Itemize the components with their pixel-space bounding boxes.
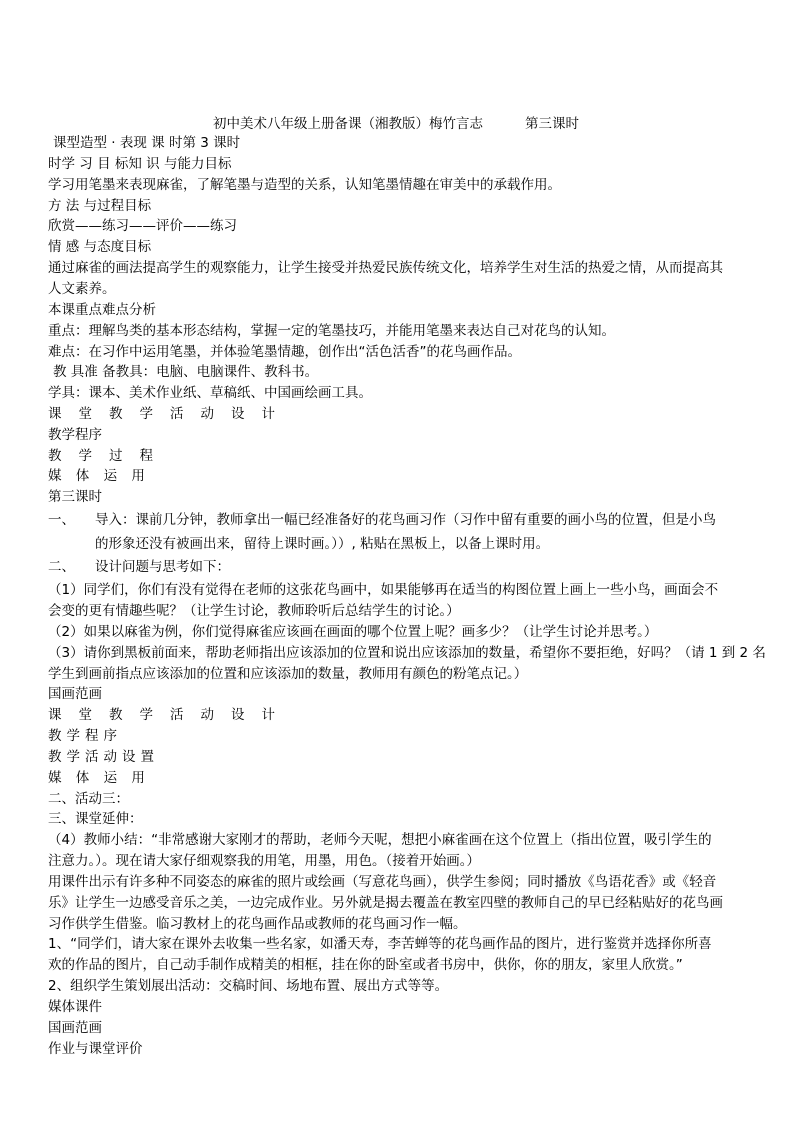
step-two-text: 设计问题与思考如下： [95, 559, 230, 575]
teaching-procedure-label-2: 教学程序 [48, 728, 122, 744]
homework-1-line-1: 1、“同学们，请大家在课外去收集一些名家，如潘天寿，李苦蝉等的花鸟画作品的图片，进行鉴赏并选择你所喜 [48, 936, 712, 952]
question-3-line-1: （3）请你到黑板前面来，帮助老师指出应该添加的位置和说出应该添加的数量，希望你不要拒绝，好吗？（请 1 到 2 名 [48, 645, 766, 661]
step-one-text-2: 的形象还没有被画出来，留待上课时画。））, 粘贴在黑板上，以备上课时用。 [95, 536, 550, 552]
key-point: 重点：理解鸟类的基本形态结构，掌握一定的笔墨技巧，并能用笔墨来表达自己对花鸟的认知。 [48, 323, 615, 339]
summary-line-1: （4）教师小结：“非常感谢大家刚才的帮助，老师今天呢，想把小麻雀画在这个位置上（指出位置，吸引学生的 [48, 832, 712, 848]
teaching-procedure-label: 教学程序 [48, 427, 102, 443]
student-tools: 学具：课本、美术作业纸、草稿纸、中国画绘画工具。 [48, 385, 372, 401]
homework-evaluation-label: 作业与课堂评价 [48, 1041, 143, 1057]
document-title [213, 116, 579, 132]
media-courseware-label: 媒体课件 [48, 999, 102, 1015]
key-points-heading: 本课重点难点分析 [48, 302, 156, 318]
emotion-text-2: 人文素养。 [48, 281, 116, 297]
homework-1-line-2: 欢的作品的图片，自己动手制作成精美的相框，挂在你的卧室或者书房中，供你，你的朋友，家里人欣赏。” [48, 957, 683, 973]
courseware-line-1: 用课件出示有许多种不同姿态的麻雀的照片或绘画（写意花鸟画），供学生参阅；同时播放《鸟语花香》或《轻音 [48, 874, 717, 890]
media-use-label-2: 媒 体 运 用 [48, 770, 150, 786]
teacher-tools: 教 具准 备教具：电脑、电脑课件、教科书。 [53, 364, 319, 380]
painting-sample-label-2: 国画范画 [48, 1020, 102, 1036]
lesson-type-line: 课型造型 · 表现 课 时第 3 课时 [53, 135, 241, 151]
activity-three-label: 二、活动三： [48, 791, 129, 807]
activity-setup-label: 教学活动设置 [48, 749, 159, 765]
extension-label: 三、课堂延伸： [48, 811, 143, 827]
media-use-label: 媒 体 运 用 [48, 468, 150, 484]
third-lesson-label: 第三课时 [48, 489, 102, 505]
question-1-line-1: （1）同学们，你们有没有觉得在老师的这张花鸟画中，如果能够再在适当的构图位置上画上一些小鸟，画面会不 [48, 582, 719, 598]
question-1-line-2: 会变的更有情趣些呢？（让学生讨论，教师聆听后总结学生的讨论。） [48, 603, 460, 619]
step-two-number: 二、 [48, 559, 75, 575]
emotion-text-1: 通过麻雀的画法提高学生的观察能力，让学生接受并热爱民族传统文化，培养学生对生活的热爱之情，从而提高其 [48, 260, 723, 276]
activity-design-heading: 课堂教学活动设计 [48, 406, 292, 422]
teaching-process-label: 教学过程 [48, 448, 170, 464]
courseware-line-2: 乐》让学生一边感受音乐之美，一边完成作业。另外就是揭去覆盖在教室四壁的教师自己的早已经粘贴好的花鸟画 [48, 895, 723, 911]
summary-line-2: 注意力。）。现在请大家仔细观察我的用笔，用墨，用色。（接着开始画。） [48, 853, 480, 869]
title-text: 初中美术八年级上册备课（湘教版）梅竹言志 [213, 116, 483, 132]
difficult-point: 难点：在习作中运用笔墨，并体验笔墨情趣，创作出“活色活香”的花鸟画作品。 [48, 344, 521, 360]
painting-sample-label: 国画范画 [48, 686, 102, 702]
courseware-line-3: 习作供学生借鉴。临习教材上的花鸟画作品或教师的花鸟画习作一幅。 [48, 916, 467, 932]
homework-2: 2、组织学生策划展出活动：交稿时间、场地布置、展出方式等等。 [48, 978, 449, 994]
method-text: 欣赏——练习——评价——练习 [48, 218, 237, 234]
question-2: （2）如果以麻雀为例，你们觉得麻雀应该画在画面的哪个位置上呢？画多少？（让学生讨论并思考。） [48, 624, 658, 640]
objectives-heading: 时学 习 目 标知 识 与能力目标 [48, 156, 232, 172]
title-lesson: 第三课时 [525, 116, 579, 132]
step-one-text: 导入：课前几分钟，教师拿出一幅已经准备好的花鸟画习作（习作中留有重要的画小鸟的位置，但是小鸟 [95, 512, 716, 528]
question-3-line-2: 学生到画前指点应该添加的位置和应该添加的数量，教师用有颜色的粉笔点记。） [48, 666, 528, 682]
activity-design-heading-2: 课堂教学活动设计 [48, 707, 292, 723]
emotion-heading: 情 感 与态度目标 [48, 239, 152, 255]
method-heading: 方 法 与过程目标 [48, 198, 152, 214]
knowledge-objective: 学习用笔墨来表现麻雀，了解笔墨与造型的关系，认知笔墨情趣在审美中的承载作用。 [48, 177, 561, 193]
step-one-number: 一、 [48, 512, 75, 528]
